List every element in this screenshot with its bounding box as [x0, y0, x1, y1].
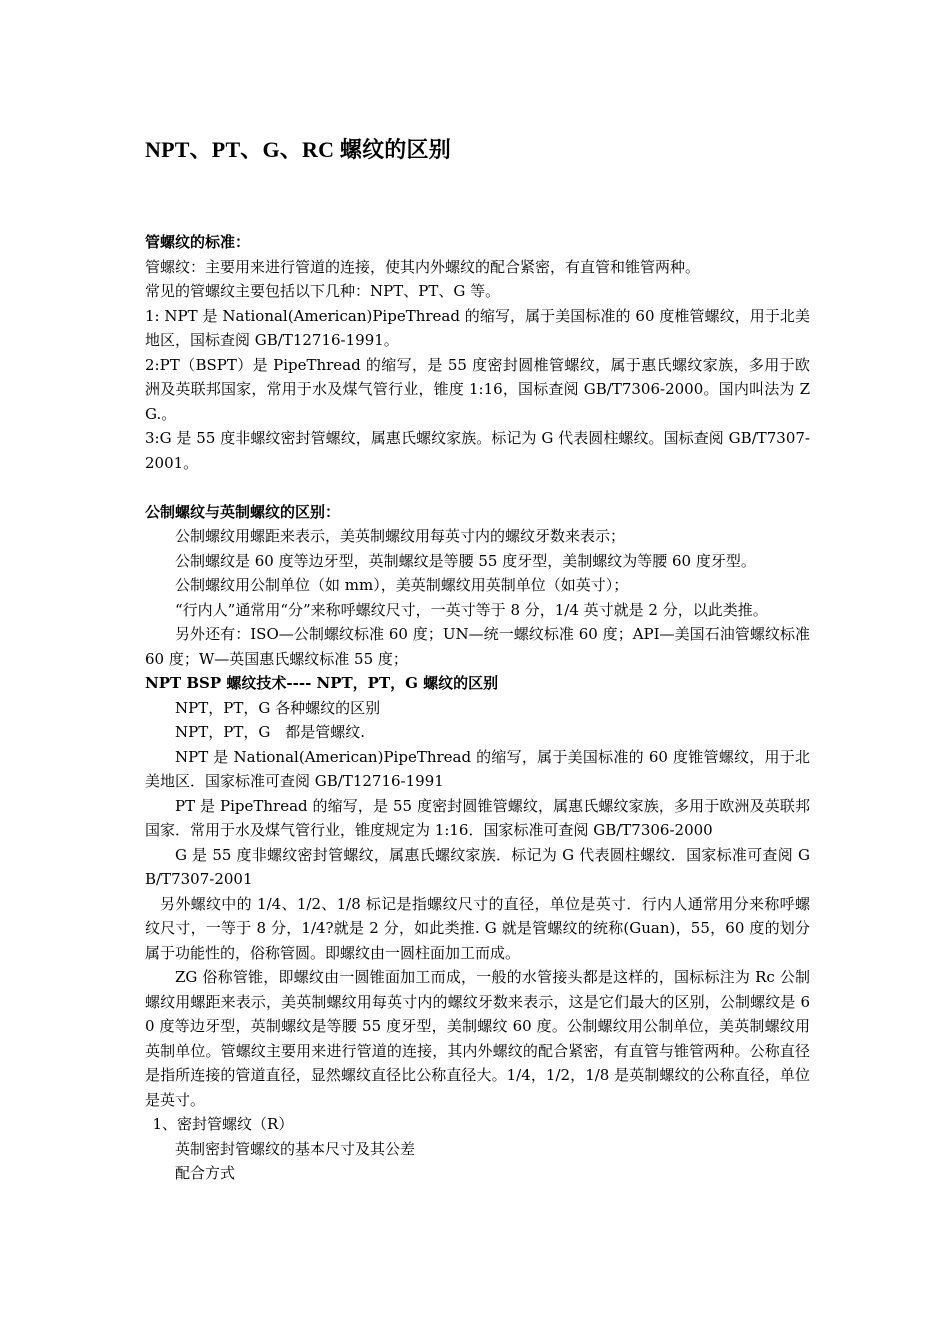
blank-line — [145, 475, 810, 500]
section-metric-vs-imperial — [145, 500, 810, 672]
paragraph: “行内人”通常用“分”来称呼螺纹尺寸，一英寸等于 8 分，1/4 英寸就是 2 分，以此类推。 — [175, 600, 768, 619]
paragraph: 公制螺纹用公制单位（如 mm），美英制螺纹用英制单位（如英寸）； — [175, 576, 629, 594]
list-item: 1、密封管螺纹（R） — [152, 1115, 294, 1133]
paragraph: 1: NPT 是 National(American)PipeThread 的缩写，属于美国标准的 60 度椎管螺纹，用于北美地区，国标查阅 GB/T12716-1991。 — [145, 306, 810, 349]
paragraph: NPT，PT，G 都是管螺纹. — [175, 723, 366, 741]
section-heading: 公制螺纹与英制螺纹的区别： — [145, 502, 341, 521]
section-pipe-thread-standards — [145, 230, 810, 475]
paragraph: 2:PT（BSPT）是 PipeThread 的缩写，是 55 度密封圆椎管螺纹，属于惠氏螺纹家族，多用于欧洲及英联邦国家，常用于水及煤气管行业，锥度 1:16，国标查阅 GB/T7306-2000。国内叫法为 ZG.。 — [145, 355, 810, 423]
paragraph: 英制密封管螺纹的基本尺寸及其公差 — [175, 1139, 416, 1158]
paragraph: 管螺纹：主要用来进行管道的连接，使其内外螺纹的配合紧密，有直管和锥管两种。 — [145, 257, 701, 276]
paragraph: NPT 是 National(American)PipeThread 的缩写，属于美国标准的 60 度锥管螺纹，用于北美地区．国家标准可查阅 GB/T12716-1991 — [145, 747, 810, 790]
section-npt-bsp — [145, 671, 810, 1186]
document-body — [145, 136, 810, 1186]
paragraph: PT 是 PipeThread 的缩写，是 55 度密封圆锥管螺纹，属惠氏螺纹家族，多用于欧洲及英联邦国家．常用于水及煤气管行业，锥度规定为 1:16．国家标准可查阅 GB/T7306-2000 — [145, 796, 810, 839]
paragraph: ZG 俗称管锥，即螺纹由一圆锥面加工而成，一般的水管接头都是这样的，国标标注为 Rc 公制螺纹用螺距来表示，美英制螺纹用每英寸内的螺纹牙数来表示，这是它们最大的区别，公制螺纹是 60 度等边牙型，英制螺纹是等腰 55 度牙型，美制螺纹 60 度。公制螺纹用公制单位，美英制螺纹用英制单位。管螺纹主要用来进行管道的连接，其内外螺纹的配合紧密，有直管与锥管两种。公称直径是指所连接的管道直径，显然螺纹直径比公称直径大。1/4，1/2，1/8 是英制螺纹的公称直径，单位是英寸。 — [145, 968, 810, 1109]
paragraph: NPT，PT，G 各种螺纹的区别 — [175, 698, 381, 717]
paragraph: 配合方式 — [175, 1164, 236, 1182]
paragraph: 另外螺纹中的 1/4、1/2、1/8 标记是指螺纹尺寸的直径，单位是英寸．行内人通常用分来称呼螺纹尺寸，一等于 8 分，1/4?就是 2 分，如此类推. G 就是管螺纹的统称(Guan)，55，60 度的划分属于功能性的，俗称管圆。即螺纹由一圆柱面加工而成。 — [145, 894, 810, 962]
paragraph: 公制螺纹是 60 度等边牙型，英制螺纹是等腰 55 度牙型，美制螺纹为等腰 60 度牙型。 — [175, 551, 756, 570]
paragraph: 公制螺纹用螺距来表示，美英制螺纹用每英寸内的螺纹牙数来表示； — [175, 527, 626, 545]
paragraph: 3:G 是 55 度非螺纹密封管螺纹，属惠氏螺纹家族。标记为 G 代表圆柱螺纹。国标查阅 GB/T7307-2001。 — [145, 429, 810, 472]
section-heading: NPT BSP 螺纹技术---- NPT，PT，G 螺纹的区别 — [145, 674, 499, 692]
paragraph: 另外还有：ISO—公制螺纹标准 60 度；UN—统一螺纹标准 60 度；API—美国石油管螺纹标准 60 度；W—英国惠氏螺纹标准 55 度； — [145, 625, 810, 668]
document-title: NPT、PT、G、RC 螺纹的区别 — [145, 137, 451, 162]
section-heading: 管螺纹的标准： — [145, 233, 251, 251]
paragraph: 常见的管螺纹主要包括以下几种：NPT、PT、G 等。 — [145, 282, 501, 300]
paragraph: G 是 55 度非螺纹密封管螺纹，属惠氏螺纹家族．标记为 G 代表圆柱螺纹．国家标准可查阅 GB/T7307-2001 — [145, 845, 810, 888]
